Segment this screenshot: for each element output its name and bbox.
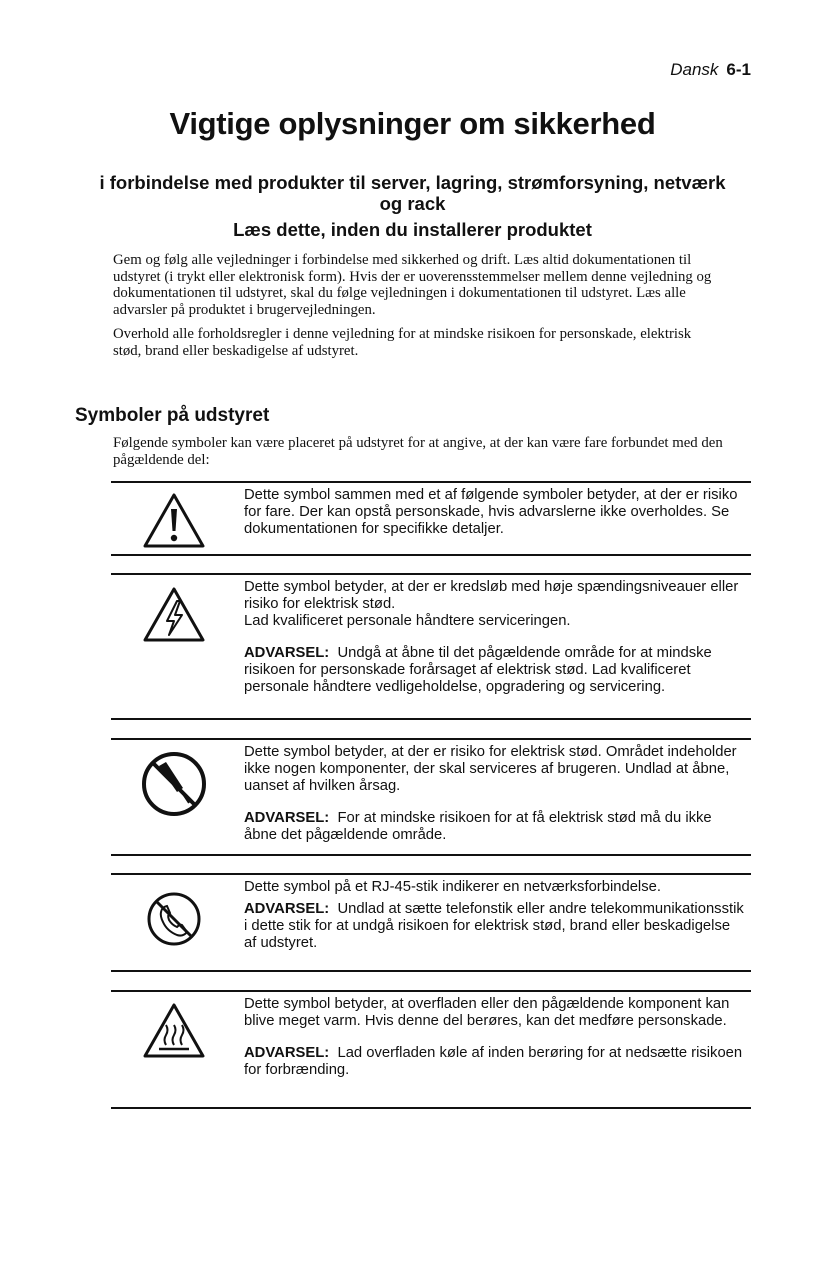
page-title: Vigtige oplysninger om sikkerhed [169, 106, 656, 141]
intro-text [113, 252, 713, 367]
symbol-warning [244, 901, 746, 952]
symbols-intro: Følgende symboler kan være placeret på udstyret for at angive, at der kan være fare forbundet med den pågældende del: [113, 435, 723, 468]
symbol-warning [244, 645, 746, 696]
header-language: Dansk [670, 60, 719, 79]
no-user-service-icon [139, 752, 209, 816]
hot-surface-triangle-icon [139, 999, 209, 1063]
symbol-entry-no-user-service [111, 738, 751, 856]
symbol-description: Dette symbol sammen med et af følgende symboler betyder, at der er risiko for fare. Der kan opstå personskade, hvis advarslerne ikke overholdes. Se dokumentationen for specifikke detaljer. [244, 487, 738, 537]
intro-paragraph: Overhold alle forholdsregler i denne vejledning for at mindske risikoen for personskade, elektrisk stød, brand eller beskadigelse af udstyret. [113, 326, 692, 359]
symbol-description: Dette symbol betyder, at der er risiko for elektrisk stød. Området indeholder ikke nogen komponenter, der skal serviceres af brugeren. Undlad at åbne, uanset af hvilken årsag. [244, 744, 737, 794]
warning-text: Undgå at åbne til det pågældende område for at mindske risikoen for personskade forårsaget af elektrisk stød. Lad kvalificeret personale håndtere vedligeholdelse, opgradering og servicering. [244, 645, 712, 695]
symbol-description: Dette symbol betyder, at overfladen eller den pågældende komponent kan blive meget varm. Hvis denne del berøres, kan det medføre personskade. [244, 996, 730, 1029]
symbol-description: Dette symbol betyder, at der er kredsløb med høje spændingsniveauer eller risiko for elektrisk stød. [244, 579, 739, 612]
symbol-description: Dette symbol på et RJ-45-stik indikerer en netværksforbindelse. [244, 879, 661, 895]
warning-text: For at mindske risikoen for at få elektrisk stød må du ikke åbne det pågældende område. [244, 810, 712, 843]
warning-label: ADVARSEL: [244, 810, 330, 826]
symbol-entry-warning [111, 481, 751, 556]
page-header [670, 60, 751, 80]
warning-label: ADVARSEL: [244, 645, 330, 661]
header-page-number: 6-1 [726, 60, 751, 79]
warning-label: ADVARSEL: [244, 901, 330, 917]
symbol-extra-note: Lad kvalificeret personale håndtere serviceringen. [244, 613, 571, 629]
exclamation-triangle-icon [139, 489, 209, 553]
symbol-entry-hot-surface [111, 990, 751, 1109]
symbol-entry-high-voltage [111, 573, 751, 720]
no-telephone-jack-icon [139, 887, 209, 951]
warning-label: ADVARSEL: [244, 1045, 330, 1061]
symbol-entry-network-jack [111, 873, 751, 972]
symbol-warning [244, 1045, 746, 1079]
symbol-warning [244, 810, 746, 844]
intro-paragraph: Gem og følg alle vejledninger i forbindelse med sikkerhed og drift. Læs altid dokumentationen til udstyret (i trykt eller elektronisk form). Hvis der er uoverensstemmelser mellem denne vejledning og dokumentationen til udstyret, skal du følge vejledningen i dokumentationen til udstyret. Læs alle advarsler på produktet i brugervejledningen. [113, 252, 712, 318]
warning-text: Undlad at sætte telefonstik eller andre telekommunikationsstik i dette stik for at undgå risikoen for elektrisk stød, brand eller beskadigelse af udstyret. [244, 901, 744, 951]
symbols-heading: Symboler på udstyret [75, 405, 270, 426]
high-voltage-triangle-icon [139, 583, 209, 647]
page-subtitle: i forbindelse med produkter til server, lagring, strømforsyning, netværk og rack [99, 172, 726, 214]
warning-text: Lad overfladen køle af inden berøring for at nedsætte risikoen for forbrænding. [244, 1045, 743, 1078]
read-first-heading: Læs dette, inden du installerer produktet [233, 219, 592, 240]
